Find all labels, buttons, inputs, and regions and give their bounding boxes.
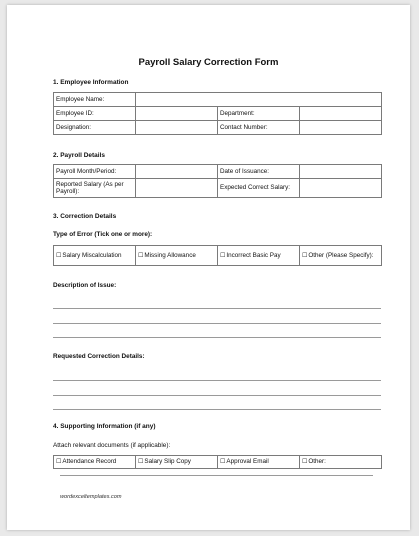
section-employee-info: 1. Employee Information <box>53 79 129 86</box>
section-correction-details: 3. Correction Details <box>53 213 117 220</box>
error-type-label: Type of Error (Tick one or more): <box>53 231 153 238</box>
expected-salary-label: Expected Correct Salary: <box>218 179 300 198</box>
checkbox-icon[interactable]: ☐ <box>302 458 308 466</box>
section-supporting-info: 4. Supporting Information (if any) <box>53 423 156 430</box>
option-label: Other: <box>308 458 326 466</box>
doc-option-other[interactable] <box>300 456 382 469</box>
description-line[interactable] <box>53 323 381 324</box>
supporting-docs-table <box>53 455 382 469</box>
option-label: Attendance Record <box>62 458 117 466</box>
payroll-details-table <box>53 164 382 198</box>
checkbox-icon[interactable]: ☐ <box>302 251 308 259</box>
contact-number-field[interactable] <box>300 121 382 135</box>
footer-site: wordexceltemplates.com <box>60 494 122 500</box>
checkbox-icon[interactable]: ☐ <box>56 251 62 259</box>
error-option-salary-miscalculation[interactable] <box>54 246 136 266</box>
issuance-date-field[interactable] <box>300 165 382 179</box>
reported-salary-label: Reported Salary (As per Payroll): <box>54 179 136 198</box>
employee-id-label: Employee ID: <box>54 107 136 121</box>
signature-line[interactable] <box>60 475 373 476</box>
payroll-period-label: Payroll Month/Period: <box>54 165 136 179</box>
description-line[interactable] <box>53 337 381 338</box>
reported-salary-field[interactable] <box>136 179 218 198</box>
designation-label: Designation: <box>54 121 136 135</box>
section-payroll-details: 2. Payroll Details <box>53 152 106 159</box>
employee-name-label: Employee Name: <box>54 93 136 107</box>
form-page <box>7 5 410 530</box>
expected-salary-field[interactable] <box>300 179 382 198</box>
option-label: Incorrect Basic Pay <box>226 251 281 259</box>
checkbox-icon[interactable]: ☐ <box>56 458 62 466</box>
description-line[interactable] <box>53 308 381 309</box>
checkbox-icon[interactable]: ☐ <box>220 251 226 259</box>
requested-correction-line[interactable] <box>53 380 381 381</box>
error-option-other[interactable] <box>300 246 382 266</box>
employee-id-field[interactable] <box>136 107 218 121</box>
option-label: Salary Miscalculation <box>62 251 122 259</box>
requested-correction-label: Requested Correction Details: <box>53 353 145 360</box>
checkbox-icon[interactable]: ☐ <box>138 251 144 259</box>
checkbox-icon[interactable]: ☐ <box>138 458 144 466</box>
issuance-date-label: Date of Issuance: <box>218 165 300 179</box>
attach-documents-label: Attach relevant documents (if applicable): <box>53 442 171 449</box>
error-type-table <box>53 245 382 266</box>
contact-number-label: Contact Number: <box>218 121 300 135</box>
option-label: Salary Slip Copy <box>144 458 191 466</box>
error-option-incorrect-basic-pay[interactable] <box>218 246 300 266</box>
payroll-period-field[interactable] <box>136 165 218 179</box>
requested-correction-line[interactable] <box>53 409 381 410</box>
employee-info-table <box>53 92 382 135</box>
employee-name-field[interactable] <box>136 93 382 107</box>
form-title: Payroll Salary Correction Form <box>138 57 279 68</box>
description-label: Description of Issue: <box>53 282 117 289</box>
error-option-missing-allowance[interactable] <box>136 246 218 266</box>
department-field[interactable] <box>300 107 382 121</box>
doc-option-attendance-record[interactable] <box>54 456 136 469</box>
doc-option-approval-email[interactable] <box>218 456 300 469</box>
designation-field[interactable] <box>136 121 218 135</box>
option-label: Approval Email <box>226 458 269 466</box>
option-label: Other (Please Specify): <box>308 251 374 259</box>
department-label: Department: <box>218 107 300 121</box>
option-label: Missing Allowance <box>144 251 196 259</box>
checkbox-icon[interactable]: ☐ <box>220 458 226 466</box>
doc-option-salary-slip-copy[interactable] <box>136 456 218 469</box>
requested-correction-line[interactable] <box>53 395 381 396</box>
